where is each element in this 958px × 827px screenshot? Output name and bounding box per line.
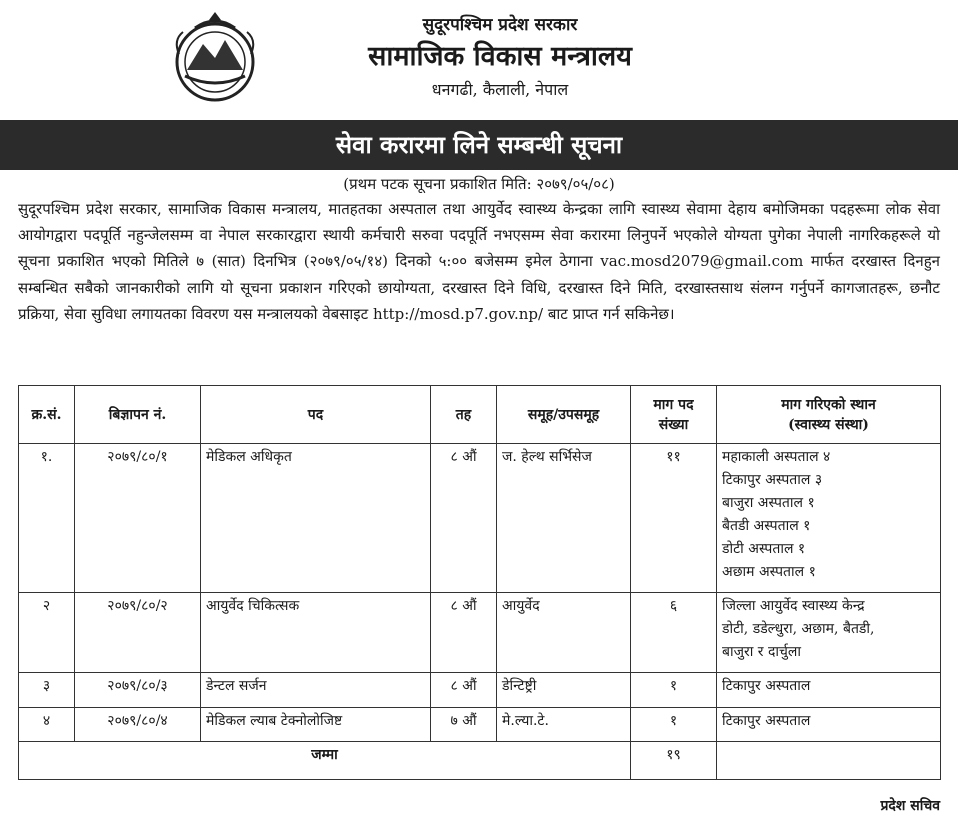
cell-ad-number: २०७९/८०/१ bbox=[75, 444, 201, 593]
cell-ad-number: २०७९/८०/२ bbox=[75, 592, 201, 672]
notice-body: सुदूरपश्चिम प्रदेश सरकार, सामाजिक विकास मन्त्रालय, मातहतका अस्पताल तथा आयुर्वेद स्वास्थ्य केन्द्रका लागि स्वास्थ्य सेवामा देहाय बमोजिमका पदहरूमा लोक सेवा आयोगद्वारा पदपूर्ति नहुन्जेलसम्म वा नेपाल सरकारद्वारा स्थायी कर्मचारी सरुवा पदपूर्ति नभएसम्म सेवा करारमा लिनुपर्ने भएकोले योग्यता पुगेका नेपाली नागरिकहरूले यो सूचना प्रकाशित भएको मितिले ७ (सात) दिनभित्र (२०७९/०५/१४) दिनको ५:०० बजेसम्म इमेल ठेगाना vac.mosd2079@gmail.com मार्फत दरखास्त दिनहुन सम्बन्धित सबैको जानकारीको लागि यो सूचना प्रकाशन गरिएको छायोग्यता, दरखास्त दिने विधि, दरखास्त दिने मिति, दरखास्तसाथ संलग्न गर्नुपर्ने कागजातहरू, छनौट प्रक्रिया, सेवा सुविधा लगायतका विवरण यस मन्त्रालयको वेबसाइट http://mosd.p7.gov.np/ बाट प्राप्त गर्न सकिनेछ। bbox=[18, 200, 940, 323]
cell-post: आयुर्वेद चिकित्सक bbox=[201, 592, 431, 672]
header-place-line2: (स्वास्थ्य संस्था) bbox=[788, 416, 869, 433]
cell-group: आयुर्वेद bbox=[497, 592, 631, 672]
place-line: टिकापुर अस्पताल bbox=[722, 712, 811, 729]
govt-name: सुदूरपश्चिम प्रदेश सरकार bbox=[422, 15, 578, 35]
header-level: तह bbox=[431, 386, 497, 444]
signatory: प्रदेश सचिव bbox=[880, 798, 940, 814]
place-line: डोटी अस्पताल १ bbox=[722, 541, 806, 557]
cell-sn: ४ bbox=[19, 707, 75, 741]
cell-count: ६ bbox=[631, 592, 717, 672]
total-value: १९ bbox=[631, 741, 717, 779]
header-post: पद bbox=[201, 386, 431, 444]
cell-sn: ३ bbox=[19, 673, 75, 707]
header bbox=[0, 0, 958, 118]
table-row bbox=[19, 592, 941, 672]
cell-level: ८ औं bbox=[431, 592, 497, 672]
cell-count: १ bbox=[631, 707, 717, 741]
place-line: बैतडी अस्पताल १ bbox=[722, 518, 811, 534]
cell-post: डेन्टल सर्जन bbox=[201, 673, 431, 707]
cell-count: ११ bbox=[631, 444, 717, 593]
header-place bbox=[717, 386, 941, 444]
cell-count: १ bbox=[631, 673, 717, 707]
place-line: डोटी, डडेल्धुरा, अछाम, बैतडी, bbox=[722, 620, 875, 637]
place-line: जिल्ला आयुर्वेद स्वास्थ्य केन्द्र bbox=[722, 597, 865, 614]
table-header-row bbox=[19, 386, 941, 444]
header-ad-number: बिज्ञापन नं. bbox=[75, 386, 201, 444]
place-line: टिकापुर अस्पताल bbox=[722, 678, 811, 695]
cell-post: मेडिकल ल्याब टेक्नोलोजिष्ट bbox=[201, 707, 431, 741]
cell-level: ८ औं bbox=[431, 673, 497, 707]
cell-group: मे.ल्या.टे. bbox=[497, 707, 631, 741]
nepal-emblem-icon bbox=[165, 10, 265, 110]
total-empty-cell bbox=[717, 741, 941, 779]
place-line: महाकाली अस्पताल ४ bbox=[722, 449, 831, 465]
table-row bbox=[19, 444, 941, 593]
header-count-line1: माग पद bbox=[653, 396, 694, 413]
cell-post: मेडिकल अधिकृत bbox=[201, 444, 431, 593]
table-row bbox=[19, 673, 941, 707]
header-sn: क्र.सं. bbox=[19, 386, 75, 444]
header-count-line2: संख्या bbox=[658, 416, 689, 433]
header-place-line1: माग गरिएको स्थान bbox=[781, 396, 876, 413]
place-line: अछाम अस्पताल १ bbox=[722, 564, 816, 580]
publication-date: (प्रथम पटक सूचना प्रकाशित मिति: २०७९/०५/०८) bbox=[343, 175, 615, 193]
cell-places bbox=[717, 592, 941, 672]
place-line: टिकापुर अस्पताल ३ bbox=[722, 472, 823, 488]
notice-title-banner: सेवा करारमा लिने सम्बन्धी सूचना bbox=[0, 120, 958, 170]
place-line: बाजुरा अस्पताल १ bbox=[722, 495, 815, 511]
cell-places bbox=[717, 673, 941, 707]
cell-ad-number: २०७९/८०/४ bbox=[75, 707, 201, 741]
ministry-address: धनगढी, कैलाली, नेपाल bbox=[431, 80, 569, 99]
header-count bbox=[631, 386, 717, 444]
cell-ad-number: २०७९/८०/३ bbox=[75, 673, 201, 707]
table-total-row bbox=[19, 741, 941, 779]
cell-level: ८ औं bbox=[431, 444, 497, 593]
cell-places bbox=[717, 707, 941, 741]
cell-group: ज. हेल्थ सर्भिसेज bbox=[497, 444, 631, 593]
vacancy-table bbox=[18, 385, 941, 780]
cell-sn: २ bbox=[19, 592, 75, 672]
cell-sn: १. bbox=[19, 444, 75, 593]
place-line: बाजुरा र दार्चुला bbox=[722, 643, 802, 660]
table-row bbox=[19, 707, 941, 741]
total-label: जम्मा bbox=[19, 741, 631, 779]
cell-level: ७ औं bbox=[431, 707, 497, 741]
cell-places bbox=[717, 444, 941, 593]
ministry-name: सामाजिक विकास मन्त्रालय bbox=[368, 41, 632, 72]
header-group: समूह/उपसमूह bbox=[497, 386, 631, 444]
cell-group: डेन्टिष्ट्री bbox=[497, 673, 631, 707]
